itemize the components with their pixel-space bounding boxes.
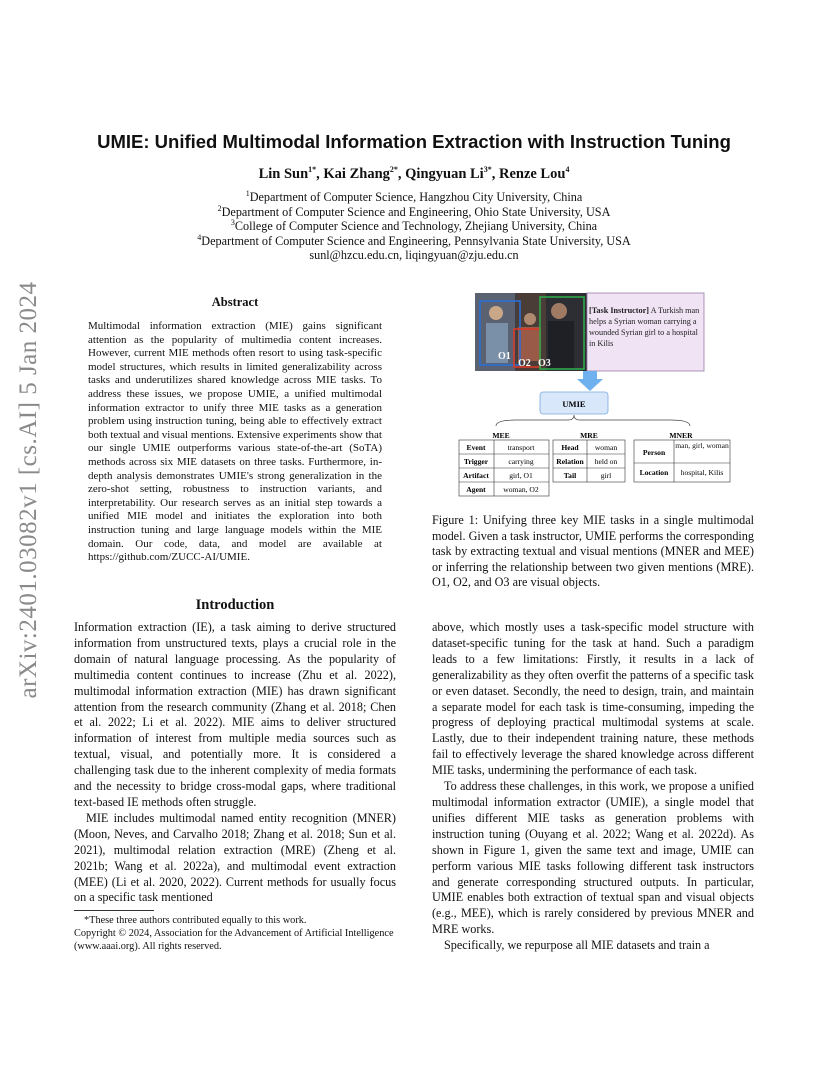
- svg-text:Agent: Agent: [466, 485, 486, 494]
- svg-text:Relation: Relation: [556, 457, 584, 466]
- paragraph: Specifically, we repurpose all MIE datasets and train a: [444, 938, 710, 953]
- brace: [496, 415, 690, 426]
- mner-table: MNER Person man, girl, woman Location hospital, Kilis: [634, 431, 730, 482]
- object-label: O1: [498, 351, 511, 362]
- arxiv-watermark: [14, 281, 44, 699]
- paragraph: MIE includes multimodal named entity recognition (MNER) (Moon, Neves, and Carvalho 2018; Zhang et al. 2018; Sun et al. 2021), multimodal relation extraction (MRE) (Zheng et al. 2021b; Wang et al. 2022a), and multimodal event extraction (MEE) (Li et al. 2020, 2022). Current methods for usually focus on a specific task mentioned: [74, 810, 396, 905]
- intro-left-column: [74, 620, 396, 906]
- arxiv-id: arXiv:2401.03082v1 [cs.AI] 5 Jan 2024: [15, 281, 42, 699]
- task-name: MNER: [669, 431, 693, 440]
- object-label: O2: [518, 358, 531, 369]
- footnote: *These three authors contributed equally to this work.: [84, 915, 307, 926]
- author-emails: sunl@hzcu.edu.cn, liqingyuan@zju.edu.cn: [309, 248, 519, 263]
- paragraph: above, which mostly uses a task-specific model structure with dataset-specific tuning for the task at hand. Such a paradigm leads to a few limitations: Firstly, it results in a lack of generalizability as they often overfit the patterns of a specific task or even dataset. Secondly, the need to design, train, and maintain a separate model for each task is time-consuming, impeding the progress of deploying practical multimodal systems at scale. Lastly, due to their independent training nature, these methods fail to effectively leverage the shared knowledge across different MIE tasks, undermining the performance of each task.: [432, 620, 754, 778]
- author: Qingyuan $Li^{3*}$,: [405, 165, 499, 182]
- paper-title: UMIE: Unified Multimodal Information Extraction with Instruction Tuning: [97, 131, 731, 152]
- svg-text:hospital, Kilis: hospital, Kilis: [680, 468, 724, 477]
- svg-text:Location: Location: [639, 468, 669, 477]
- svg-text:Head: Head: [561, 443, 579, 452]
- introduction-heading: Introduction: [195, 597, 275, 613]
- affiliation: $^1$Department of Computer Science, Hangzhou City University, China: [245, 188, 583, 204]
- svg-text:woman: woman: [594, 443, 618, 452]
- affiliation: $^3$College of Computer Science and Technology, Zhejiang University, China: [230, 218, 598, 234]
- figure-1: [456, 291, 734, 503]
- svg-text:Event: Event: [466, 443, 486, 452]
- svg-text:carrying: carrying: [508, 457, 534, 466]
- svg-text:held on: held on: [594, 457, 618, 466]
- svg-text:girl, O1: girl, O1: [509, 471, 533, 480]
- intro-right-column: [432, 620, 754, 954]
- affiliations: [74, 190, 754, 263]
- paragraph: To address these challenges, in this work, we propose a unified multimodal information extractor (UMIE), a single model that unifies different MIE tasks as generation problems with instruction tuning (Ouyang et al. 2022; Wang et al. 2022d). As shown in Figure 1, given the same text and image, UMIE can perform various MIE tasks following different task instructors and generate corresponding structured outputs. In particular, UMIE enables both extraction of textual span and visual objects (e.g., MEE), which is rarely considered by previous MNER and MRE works.: [432, 779, 754, 937]
- author: Kai Zhang$^{2*}$,: [323, 165, 406, 182]
- affiliation: $^2$Department of Computer Science and Engineering, Ohio State University, USA: [217, 203, 611, 219]
- arrow-down-icon: [577, 371, 603, 391]
- copyright: Copyright © 2024, Association for the Advancement of Artificial Intelligence (www.aaai.org). All rights reserved.: [74, 928, 394, 952]
- svg-text:transport: transport: [507, 443, 535, 452]
- footnote-rule: [74, 910, 154, 911]
- object-label: O3: [538, 358, 551, 369]
- figure-1-caption: Figure 1: Unifying three key MIE tasks in a single multimodal model. Given a task instructor, UMIE performs the corresponding task by extracting textual and visual mentions (MNER and MEE) or inferring the relationship between two given mentions (MRE). O1, O2, and O3 are visual objects.: [432, 513, 754, 590]
- instruction-label: [Task Instructor]: [589, 306, 649, 315]
- instruction-text: A Turkish man helps a Syrian woman carrying a wounded Syrian girl to a hospital in Kilis: [589, 306, 700, 348]
- paragraph: Information extraction (IE), a task aiming to derive structured information from unstructured texts, plays a crucial role in the domain of natural language processing. As the popularity of multimedia content continues to increase (Zhu et al. 2022), multimodal information extraction (MIE) has drawn significant attention from the research community (Zhang et al. 2018; Chen et al. 2022; Li et al. 2022). MIE aims to deliver structured information of interest from multiple media sources such as textual, visual, and potentially more. It is considered a challenging task due to the inherent complexity of media formats and the necessity to bridge cross-modal gaps, where traditional text-based IE methods often struggle.: [74, 620, 396, 809]
- author: Lin Sun$^{1*}$,: [258, 165, 324, 182]
- abstract-heading: Abstract: [211, 295, 259, 309]
- abstract-text: Multimodal information extraction (MIE) gains significant attention as the popularity of multimedia content increases. However, current MIE methods often resort to using task-specific model structures, which results in limited generalizability across tasks and underutilizes shared knowledge across MIE tasks. To address these issues, we propose UMIE, a unified multimodal information extractor to unify three MIE tasks as a generation problem using instruction tuning, being able to effectively extract both textual and visual mentions. Extensive experiments show that our single UMIE outperforms various state-of-the-art (SoTA) methods across six MIE datasets on three tasks. Furthermore, in-depth analysis demonstrates UMIE's strong generalization in the zero-shot setting, robustness to instruction variants, and interpretability. Our research serves as an initial step towards a unified MIE model and initiates the exploration into both instruction tuning and large language models within the MIE domain. Our code, data, and model are available at https://github.com/ZUCC-AI/UMIE.: [88, 320, 382, 564]
- footnotes: [74, 914, 396, 953]
- svg-text:Trigger: Trigger: [463, 457, 489, 466]
- author: Renze Lou$^4$: [498, 165, 570, 182]
- affiliation: $^4$Department of Computer Science and Engineering, Pennsylvania State University, USA: [197, 232, 631, 248]
- news-photo: [475, 293, 587, 371]
- mee-table: [459, 431, 549, 496]
- svg-text:girl: girl: [600, 471, 612, 480]
- svg-text:Tail: Tail: [563, 471, 577, 480]
- author-list: [74, 166, 754, 183]
- svg-text:Person: Person: [642, 448, 666, 457]
- model-label: UMIE: [562, 399, 586, 409]
- svg-text:Artifact: Artifact: [463, 471, 489, 480]
- task-name: MRE: [580, 431, 598, 440]
- svg-text:woman, O2: woman, O2: [503, 485, 539, 494]
- task-name: MEE: [492, 431, 510, 440]
- mre-table: [553, 431, 625, 482]
